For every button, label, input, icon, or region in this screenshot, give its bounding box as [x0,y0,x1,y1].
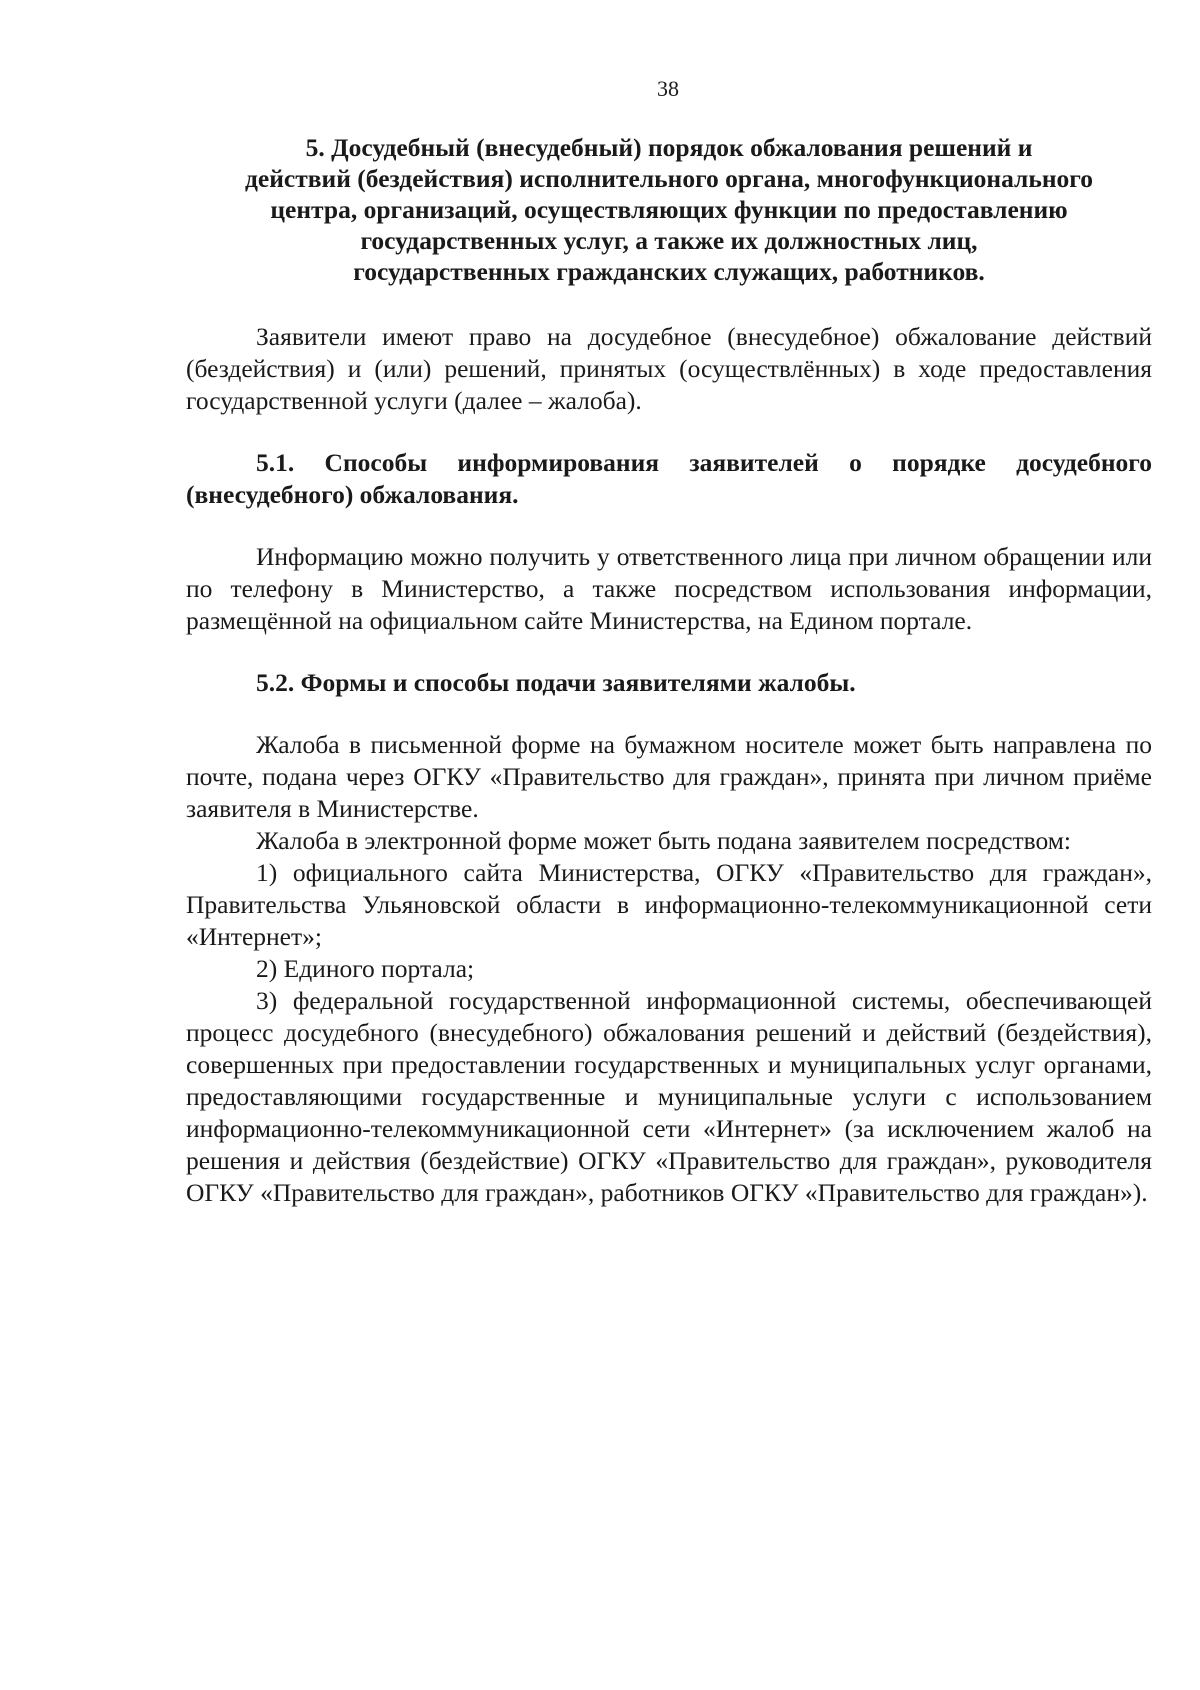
document-body [186,132,1152,1209]
section-5-title-line: действий (бездействия) исполнительного органа, многофункционального [245,164,1093,193]
section-5-2-paragraph: Жалоба в письменной форме на бумажном носителе может быть направлена по почте, подана через ОГКУ «Правительство для граждан», принята при личном приёме заявителя в Министерстве. [186,730,1152,823]
section-5-2-list-item: 2) Единого портала; [256,954,475,983]
section-5-title-line: центра, организаций, осуществляющих функции по предоставлению [270,195,1068,224]
section-5-title-line: государственных услуг, а также их должностных лиц, [360,226,978,255]
section-5-2-title: 5.2. Формы и способы подачи заявителями жалобы. [256,668,856,697]
section-5-title [186,132,1152,287]
section-5-1-text: Информацию можно получить у ответственного лица при личном обращении или по телефону в Министерство, а также посредством использования информации, размещённой на официальном сайте Министерства, на Едином портале. [186,542,1152,635]
section-5-title-line: государственных гражданских служащих, работников. [353,257,985,286]
page-number: 38 [657,76,679,101]
section-5-2-list-item: 1) официального сайта Министерства, ОГКУ «Правительство для граждан», Правительства Ульяновской области в информационно-телекоммуникационной сети «Интернет»; [186,858,1152,951]
section-5-intro: Заявители имеют право на досудебное (внесудебное) обжалование действий (бездействия) и (или) решений, принятых (осуществлённых) в ходе предоставления государственной услуги (далее – жалоба). [186,322,1152,415]
section-5-1-title: 5.1. Способы информирования заявителей о порядке досудебного (внесудебного) обжалования. [186,448,1152,509]
section-5-2-list-item: 3) федеральной государственной информационной системы, обеспечивающей процесс досудебного (внесудебного) обжалования решений и действий (бездействия), совершенных при предоставлении государственных и муниципальных услуг органами, предоставляющими государственные и муниципальные услуги с использованием информационно-телекоммуникационной сети «Интернет» (за исключением жалоб на решения и действия (бездействие) ОГКУ «Правительство для граждан», руководителя ОГКУ «Правительство для граждан», работников ОГКУ «Правительство для граждан»). [186,986,1152,1207]
section-5-2-paragraph: Жалоба в электронной форме может быть подана заявителем посредством: [256,826,1071,855]
section-5-title-line: 5. Досудебный (внесудебный) порядок обжалования решений и [305,133,1033,162]
